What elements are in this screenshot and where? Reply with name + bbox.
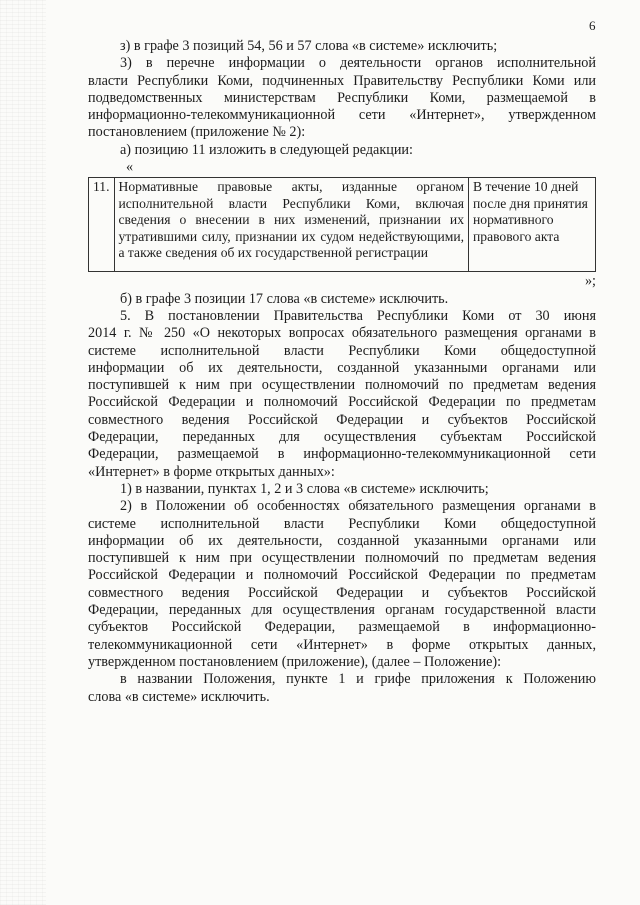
text-line: Российской Федерации и полномочий Российской Федерации по предметам [88,567,596,584]
paragraphs-bottom [88,291,596,706]
text-line: поступившей к ним при осуществлении полномочий по предметам ведения [88,550,596,567]
text-line: 3) в перечне информации о деятельности органов исполнительной [120,55,596,72]
text-line: утвержденном постановлением (приложение), (далее – Положение): [88,653,502,670]
text-line: Федерации, переданных для осуществления органам государственной власти [88,602,596,619]
text-line: совместного ведения Российской Федерации и субъектов Российской [88,584,596,601]
text-line: «Интернет» в форме открытых данных»: [88,463,335,480]
text-line: поступившей к ним при осуществлении полномочий по предметам ведения [88,377,596,394]
text-line: власти Республики Коми, подчиненных Правительству Республики Коми или [88,72,596,89]
text-line: в названии Положения, пункте 1 и грифе приложения к Положению [120,671,596,688]
text-line: постановлением (приложение № 2): [88,124,306,141]
text-line: з) в графе 3 позиций 54, 56 и 57 слова «в системе» исключить; [120,38,498,54]
text-line: совместного ведения Российской Федерации и субъектов Российской [88,411,596,428]
text-line: Федерации, переданных для осуществления субъектам Российской [88,429,596,446]
page-number: 6 [589,18,596,33]
table-row [89,178,596,272]
text-line: б) в графе 3 позиции 17 слова «в системе» исключить. [120,290,449,307]
text-line: 1) в названии, пунктах 1, 2 и 3 слова «в системе» исключить; [120,480,489,497]
document-body [88,38,596,706]
text-line: субъектов Российской Федерации, размещаемой в информационно- [88,619,596,636]
scan-edge-noise [0,0,46,905]
text-line: информации об их деятельности, созданной указанными органами или [88,532,596,549]
positions-table [88,177,596,272]
text-line: Федерации, размещаемой в информационно-телекоммуникационной сети [88,446,596,463]
quote-open-mark: « [126,159,134,176]
text-line: слова «в системе» исключить. [88,688,270,705]
text-line: информации об их деятельности, созданной указанными органами или [88,359,596,376]
text-line: телекоммуникационной сети «Интернет» в форме открытых данных, [88,636,596,653]
text-line: 2) в Положении об особенностях обязательного размещения органами в [120,498,596,515]
quote-close-mark: »; [584,273,596,290]
deadline-cell: В течение 10 дней после дня принятия нормативного правового акта [469,178,596,272]
text-line: системе исполнительной власти Республики Коми общедоступной [88,515,596,532]
text-line: а) позицию 11 изложить в следующей редакции: [120,141,413,158]
information-description-cell: Нормативные правовые акты, изданные органом исполнительной власти Республики Коми, включая сведения о внесении в них изменений, признании их утратившими силу, признании их судом недействующими, а также сведения об их государственной регистрации [114,178,469,272]
text-line: системе исполнительной власти Республики Коми общедоступной [88,342,596,359]
text-line: подведомственных министерствам Республики Коми, размещаемой в [88,89,596,106]
text-line: информационно-телекоммуникационной сети «Интернет», утвержденном [88,107,596,124]
text-line: Российской Федерации и полномочий Российской Федерации по предметам [88,394,596,411]
position-number-cell: 11. [89,178,115,272]
paragraphs-top [88,38,596,159]
text-line: 2014 г. № 250 «О некоторых вопросах обязательного размещения органами в [88,325,596,342]
text-line: 5. В постановлении Правительства Республики Коми от 30 июня [120,308,596,324]
